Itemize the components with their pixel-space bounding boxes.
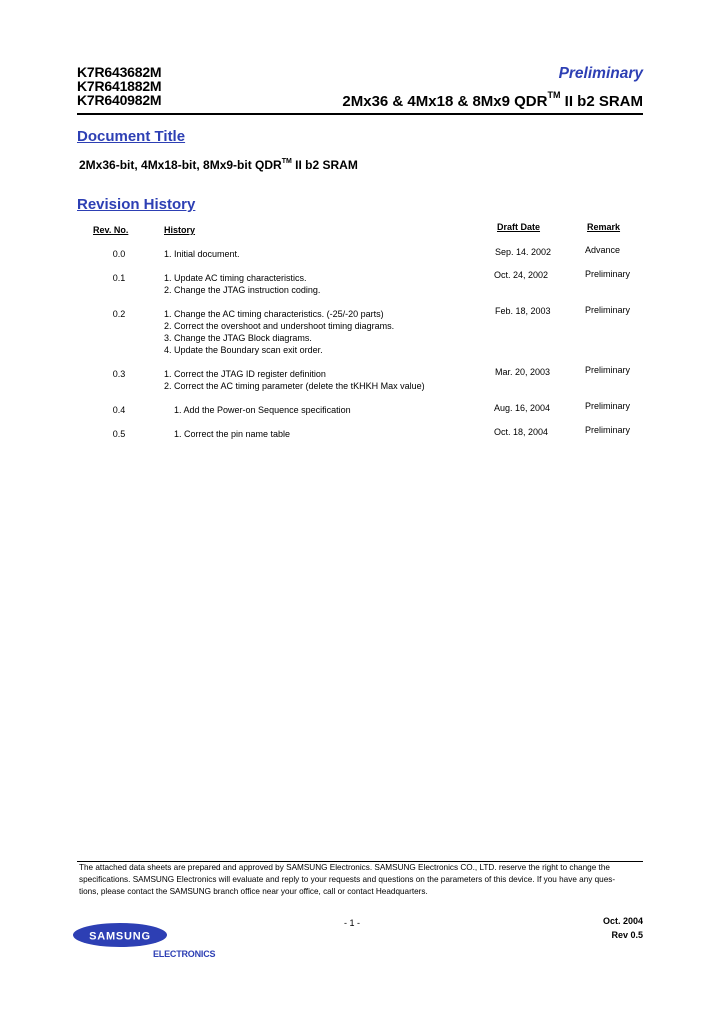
remark: Preliminary <box>585 269 631 279</box>
samsung-logo <box>72 922 168 948</box>
draft-date: Oct. 24, 2002 <box>494 270 549 280</box>
history-entry: 1. Update AC timing characteristics. <box>164 273 307 283</box>
history-entry: 2. Change the JTAG instruction coding. <box>164 285 321 295</box>
history-entry: 1. Correct the pin name table <box>174 429 291 439</box>
remark: Preliminary <box>585 401 631 411</box>
rev-number: 0.2 <box>112 309 126 319</box>
page-number: - 1 - <box>344 918 361 928</box>
history-entry: 1. Initial document. <box>164 249 240 259</box>
draft-date: Feb. 18, 2003 <box>495 306 551 316</box>
rev-number: 0.1 <box>112 273 126 283</box>
column-rev-no: Rev. No. <box>93 225 129 235</box>
remark: Preliminary <box>585 365 631 375</box>
remark: Advance <box>585 245 621 255</box>
footer-date: Oct. 2004 <box>602 916 643 926</box>
document-title-heading: Document Title <box>77 128 186 145</box>
rev-number: 0.4 <box>112 405 126 415</box>
status-preliminary: Preliminary <box>558 65 643 82</box>
history-entry: 1. Change the AC timing characteristics. (-25/-20 parts) <box>164 309 384 319</box>
rev-number: 0.3 <box>112 369 126 379</box>
history-entry: 2. Correct the overshoot and undershoot timing diagrams. <box>164 321 395 331</box>
footer-revision: Rev 0.5 <box>611 930 643 940</box>
samsung-electronics-label: ELECTRONICS <box>153 949 216 959</box>
part-number-3: K7R640982M <box>77 92 162 108</box>
draft-date: Oct. 18, 2004 <box>494 427 549 437</box>
disclaimer-line-2: specifications. SAMSUNG Electronics will evaluate and reply to your requests and questions on the parameters of this device. If you have any ques- <box>79 875 616 884</box>
column-history: History <box>164 225 196 235</box>
part-number-2: K7R641882M <box>77 78 162 94</box>
disclaimer-text <box>79 862 643 898</box>
rev-number: 0.5 <box>112 429 126 439</box>
part-number-1: K7R643682M <box>77 64 162 80</box>
remark: Preliminary <box>585 425 631 435</box>
samsung-logo-text: SAMSUNG <box>89 930 151 943</box>
disclaimer-line-3: tions, please contact the SAMSUNG branch office near your office, call or contact Headquarters. <box>79 887 428 896</box>
draft-date: Aug. 16, 2004 <box>494 403 551 413</box>
draft-date: Sep. 14. 2002 <box>495 247 552 257</box>
column-draft-date: Draft Date <box>497 222 541 232</box>
document-subtitle: 2Mx36 & 4Mx18 & 8Mx9 QDR™ II b2 SRAM <box>342 90 643 110</box>
rev-number: 0.0 <box>112 249 126 259</box>
document-title-description: 2Mx36-bit, 4Mx18-bit, 8Mx9-bit QDR™ II b2 SRAM <box>79 158 358 172</box>
remark: Preliminary <box>585 305 631 315</box>
history-entry: 3. Change the JTAG Block diagrams. <box>164 333 312 343</box>
history-entry: 1. Correct the JTAG ID register definition <box>164 369 326 379</box>
header-divider <box>77 113 643 115</box>
history-entry: 4. Update the Boundary scan exit order. <box>164 345 323 355</box>
history-entry: 1. Add the Power-on Sequence specification <box>174 405 351 415</box>
history-entry: 2. Correct the AC timing parameter (delete the tKHKH Max value) <box>164 381 425 391</box>
draft-date: Mar. 20, 2003 <box>495 367 551 377</box>
column-remark: Remark <box>587 222 621 232</box>
disclaimer-line-1: The attached data sheets are prepared and approved by SAMSUNG Electronics. SAMSUNG Electronics CO., LTD. reserve the right to change the <box>79 863 610 872</box>
revision-history-heading: Revision History <box>77 196 196 213</box>
